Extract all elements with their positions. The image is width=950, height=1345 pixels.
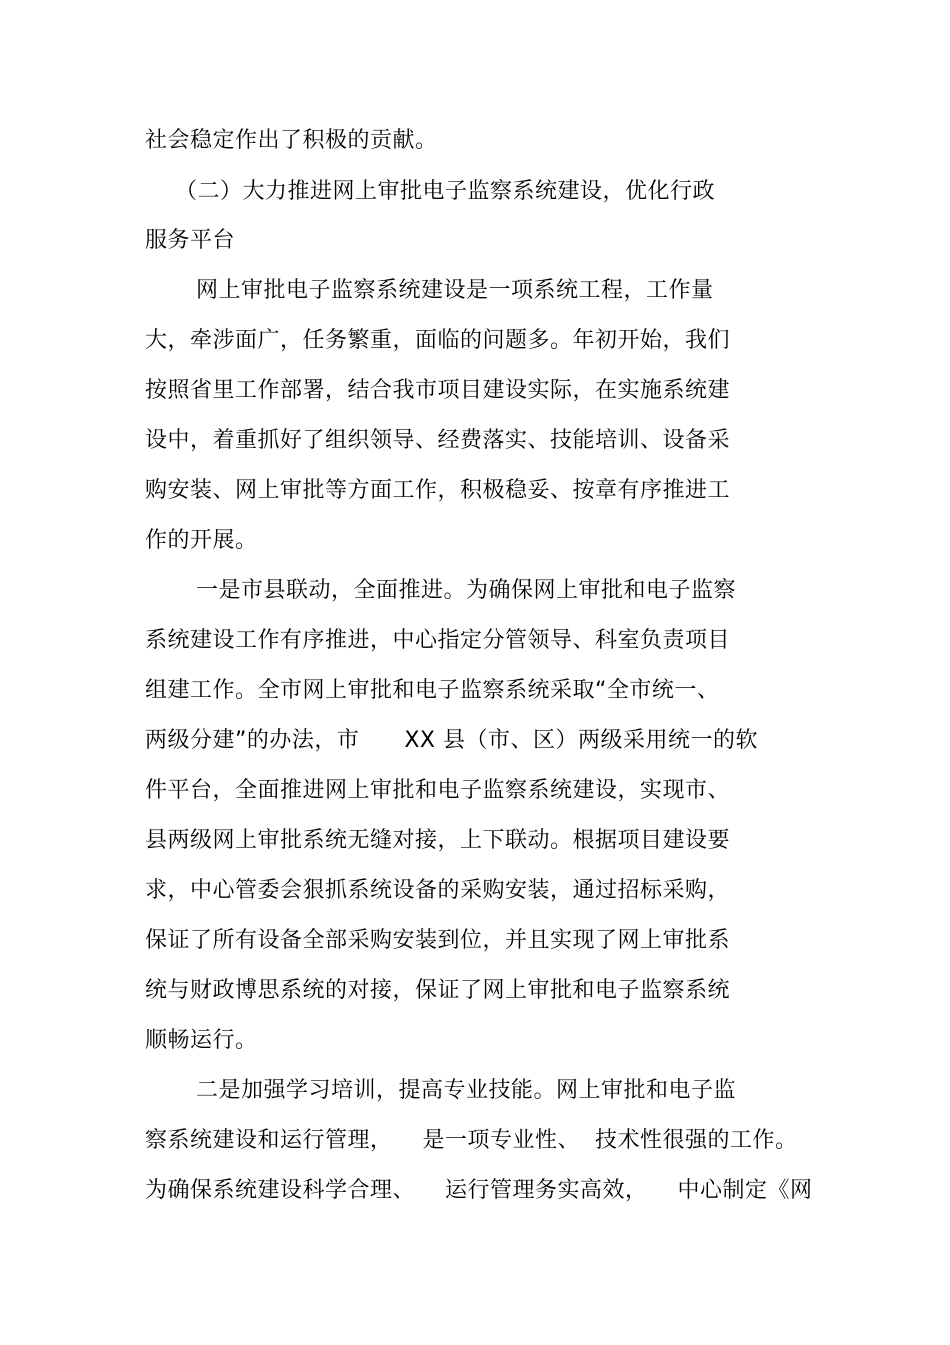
paragraph-line: 顺畅运行。 xyxy=(145,1028,258,1053)
paragraph-line: 一是市县联动，全面推进。为确保网上审批和电子监察 xyxy=(196,578,737,603)
paragraph-line: 统与财政博思系统的对接，保证了网上审批和电子监察系统 xyxy=(145,978,731,1003)
paragraph-line: 购安装、网上审批等方面工作，积极稳妥、按章有序推进工 xyxy=(145,478,731,503)
paragraph-line: 件平台，全面推进网上审批和电子监察系统建设，实现市、 xyxy=(145,778,731,803)
paragraph-line: 组建工作。全市网上审批和电子监察系统采取“全市统一、 xyxy=(145,678,720,703)
section-heading: （二）大力推进网上审批电子监察系统建设，优化行政 xyxy=(175,179,716,204)
paragraph-line: 求，中心管委会狠抓系统设备的采购安装，通过招标采购， xyxy=(145,878,731,903)
paragraph-line: 设中，着重抓好了组织领导、经费落实、技能培训、设备采 xyxy=(145,428,731,453)
section-heading-continued: 服务平台 xyxy=(145,228,236,253)
paragraph-line: 二是加强学习培训，提高专业技能。网上审批和电子监 xyxy=(196,1078,737,1103)
paragraph-line: 系统建设工作有序推进，中心指定分管领导、科室负责项目 xyxy=(145,628,731,653)
paragraph-line: 两级分建”的办法，市 XX 县（市、区）两级采用统一的软 xyxy=(145,728,758,753)
paragraph-line: 按照省里工作部署，结合我市项目建设实际，在实施系统建 xyxy=(145,378,731,403)
text-line: 社会稳定作出了积极的贡献。 xyxy=(145,128,438,153)
paragraph-line: 网上审批电子监察系统建设是一项系统工程，工作量 xyxy=(196,278,714,303)
paragraph-line: 大，牵涉面广，任务繁重，面临的问题多。年初开始，我们 xyxy=(145,328,731,353)
paragraph-line: 为确保系统建设科学合理、 运行管理务实高效， 中心制定《网 xyxy=(145,1178,813,1203)
paragraph-line: 察系统建设和运行管理， 是一项专业性、 技术性很强的工作。 xyxy=(145,1128,798,1153)
paragraph-line: 作的开展。 xyxy=(145,528,258,553)
paragraph-line: 县两级网上审批系统无缝对接，上下联动。根据项目建设要 xyxy=(145,828,731,853)
paragraph-line: 保证了所有设备全部采购安装到位，并且实现了网上审批系 xyxy=(145,928,731,953)
